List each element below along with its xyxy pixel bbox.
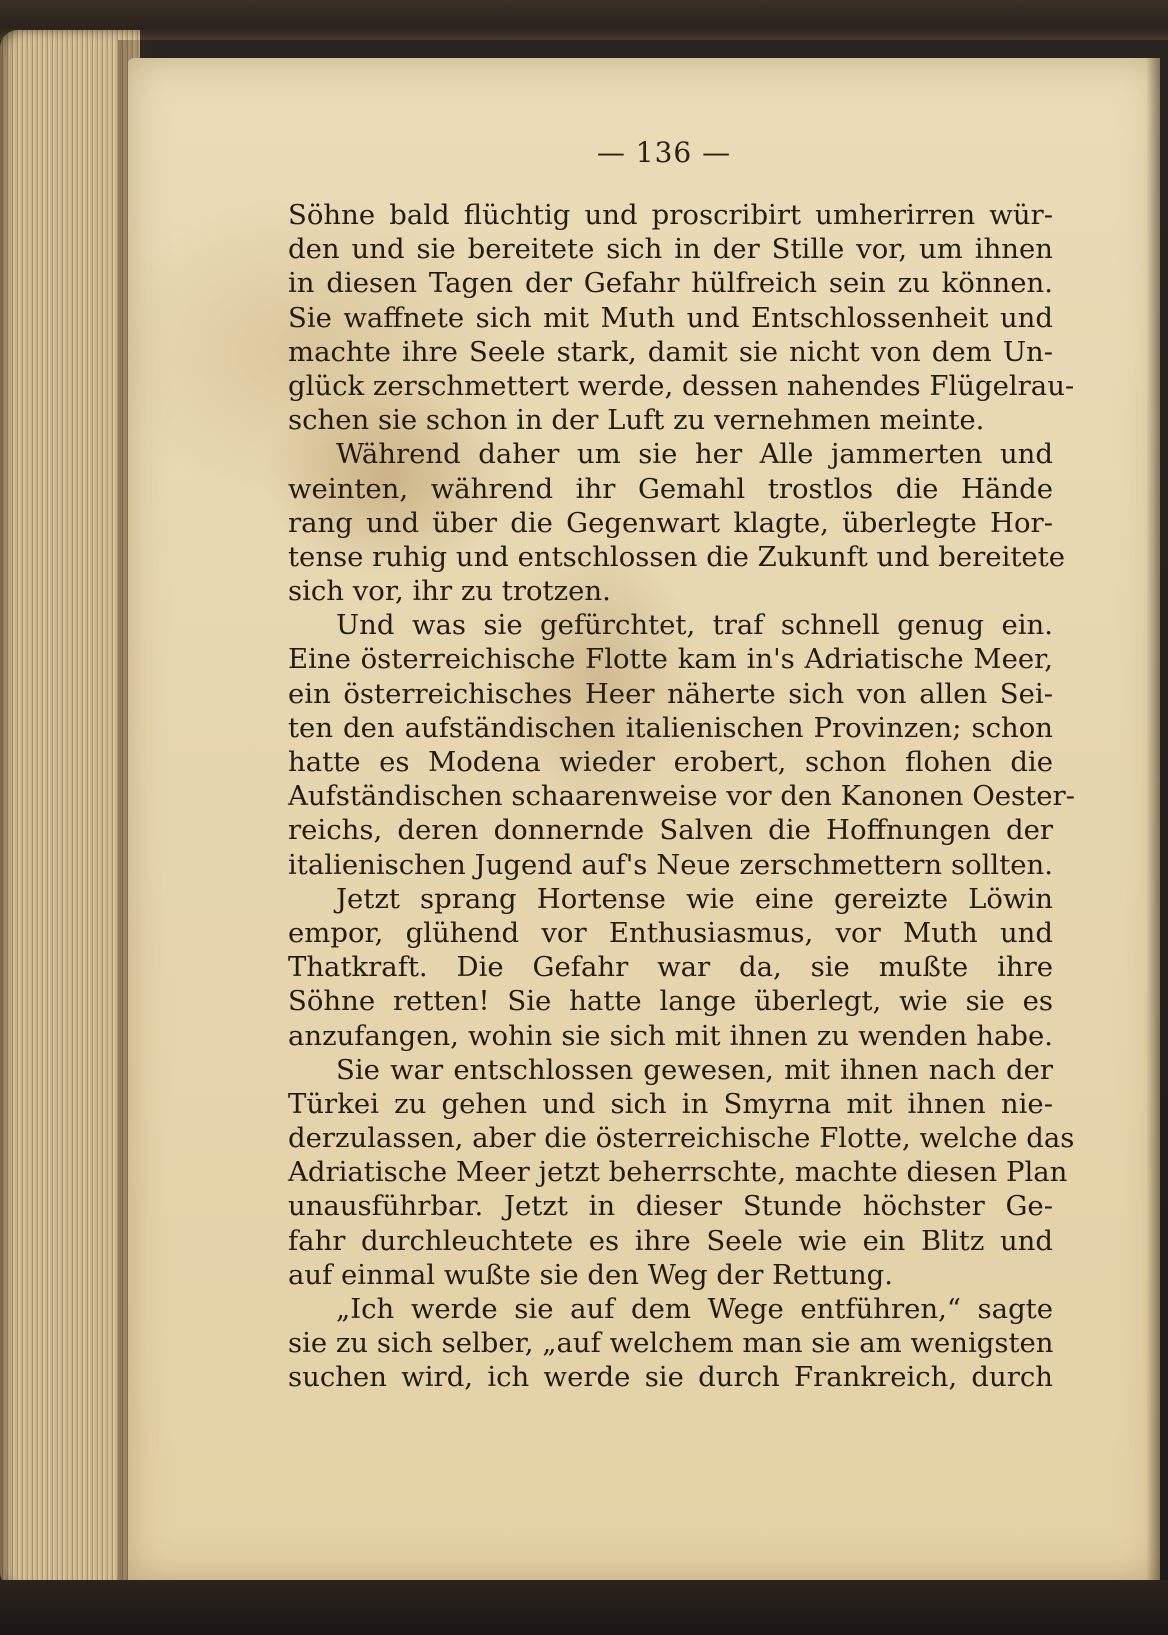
body-text: [288, 198, 1075, 1395]
text-line: hatte es Modena wieder erobert, schon flohen die: [288, 746, 1053, 778]
text-line: unausführbar. Jetzt in dieser Stunde höchster Ge-: [288, 1190, 1053, 1223]
book-page: [128, 58, 1160, 1580]
text-line: Und was sie gefürchtet, traf schnell genug ein.: [336, 609, 1053, 642]
text-line: Adriatische Meer jetzt beherrschte, machte diesen Plan: [288, 1156, 1068, 1189]
text-line: reichs, deren donnernde Salven die Hoffnungen der: [288, 814, 1053, 847]
text-line: rang und über die Gegenwart klagte, überlegte Hor-: [288, 506, 1053, 539]
text-line: Eine österreichische Flotte kam in's Adriatische Meer,: [288, 643, 1053, 676]
text-line: glück zerschmettert werde, dessen nahendes Flügelrau-: [288, 369, 1075, 402]
text-line: „Ich werde sie auf dem Wege entführen,“ sagte: [336, 1293, 1053, 1325]
text-line: anzufangen, wohin sie sich mit ihnen zu wenden habe.: [288, 1019, 1053, 1052]
text-line: Aufständischen schaarenweise vor den Kanonen Oester-: [288, 780, 1075, 813]
text-line: in diesen Tagen der Gefahr hülfreich sein zu können.: [288, 267, 1053, 300]
text-line: Thatkraft. Die Gefahr war da, sie mußte ihre: [288, 951, 1053, 984]
text-line: Söhne bald flüchtig und proscribirt umherirren wür-: [288, 199, 1053, 231]
page-right-edge: [1146, 58, 1160, 1580]
text-line: fahr durchleuchtete es ihre Seele wie ein Blitz und: [288, 1224, 1053, 1257]
text-line: sich vor, ihr zu trotzen.: [288, 575, 611, 608]
text-line: sie zu sich selber, „auf welchem man sie am wenigsten: [288, 1327, 1054, 1360]
text-line: Sie waffnete sich mit Muth und Entschlossenheit und: [288, 301, 1053, 334]
text-line: italienischen Jugend auf's Neue zerschmettern sollten.: [288, 848, 1053, 881]
text-line: Söhne retten! Sie hatte lange überlegt, wie sie es: [288, 985, 1053, 1018]
text-line: auf einmal wußte sie den Weg der Rettung.: [288, 1258, 894, 1291]
text-line: Während daher um sie her Alle jammerten und: [336, 438, 1053, 471]
text-line: derzulassen, aber die österreichische Flotte, welche das: [288, 1122, 1075, 1155]
text-line: empor, glühend vor Enthusiasmus, vor Muth und: [288, 916, 1053, 949]
book-cover-top: [0, 0, 1168, 40]
text-line: ten den aufständischen italienischen Provinzen; schon: [288, 711, 1053, 744]
text-line: suchen wird, ich werde sie durch Frankreich, durch: [288, 1361, 1053, 1394]
text-line: machte ihre Seele stark, damit sie nicht von dem Un-: [288, 335, 1053, 368]
text-line: Türkei zu gehen und sich in Smyrna mit ihnen nie-: [288, 1087, 1053, 1120]
book-cover-bottom: [0, 1580, 1168, 1635]
text-line: tense ruhig und entschlossen die Zukunft und bereitete: [288, 540, 1066, 573]
text-line: Jetzt sprang Hortense wie eine gereizte Löwin: [336, 882, 1053, 915]
page-number: — 136 —: [596, 136, 732, 169]
text-line: weinten, während ihr Gemahl trostlos die Hände: [288, 472, 1053, 505]
text-line: den und sie bereitete sich in der Stille vor, um ihnen: [288, 233, 1053, 266]
text-line: schen sie schon in der Luft zu vernehmen meinte.: [288, 404, 985, 437]
text-line: Sie war entschlossen gewesen, mit ihnen nach der: [336, 1053, 1053, 1086]
text-line: ein österreichisches Heer näherte sich von allen Sei-: [288, 677, 1053, 710]
